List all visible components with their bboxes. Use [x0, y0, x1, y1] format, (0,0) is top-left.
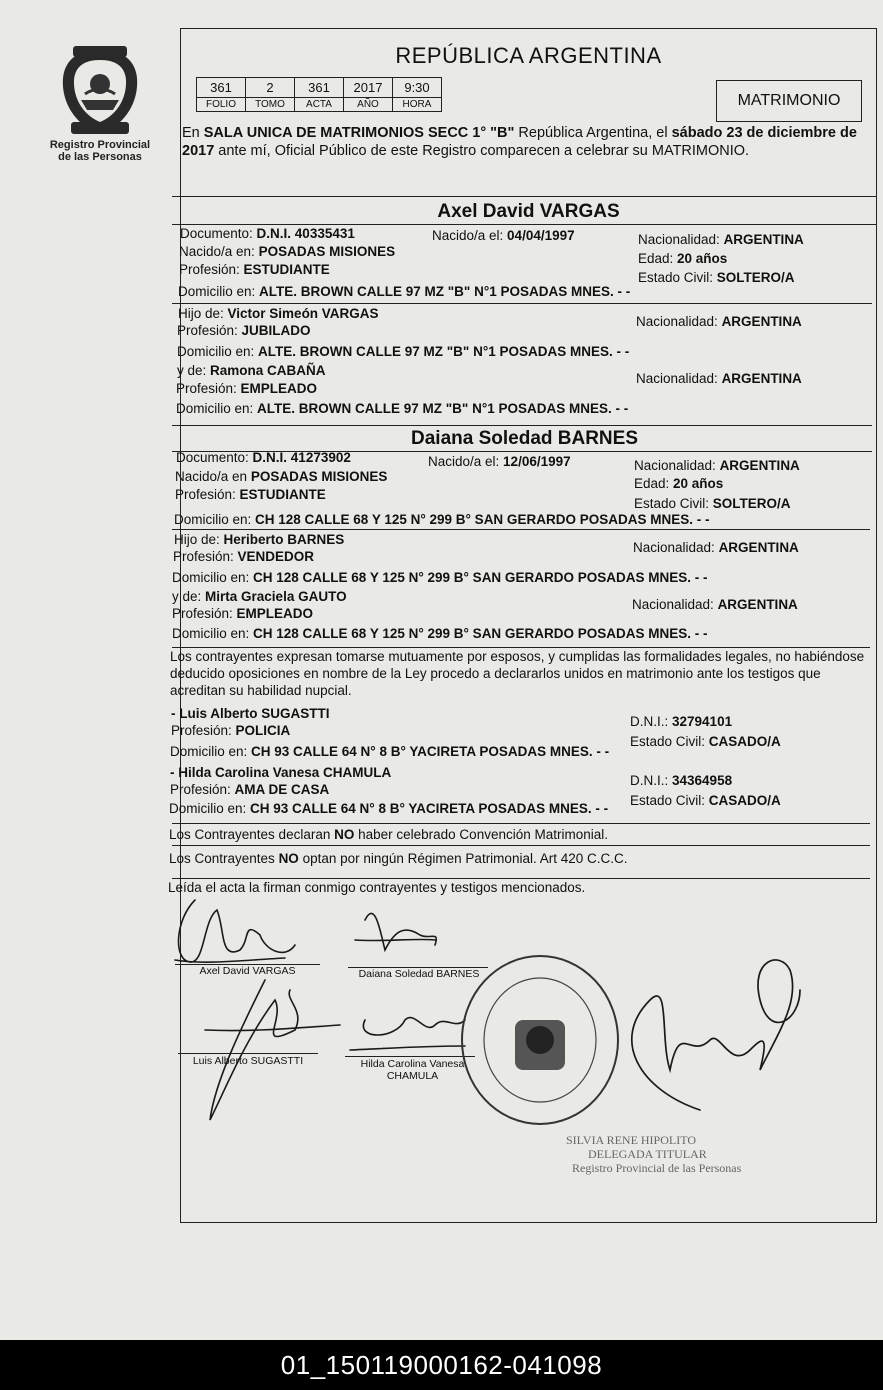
- field-label: optan por ningún Régimen Patrimonial. Art 420 C.C.C.: [298, 851, 628, 866]
- field-label: Domicilio en:: [170, 744, 252, 759]
- field-label: Domicilio en:: [176, 401, 258, 416]
- groom-father-profession: [177, 323, 311, 338]
- field-label: Nacido/a en: [175, 469, 251, 484]
- field-value: NO: [334, 827, 355, 842]
- field-label: Estado Civil:: [634, 496, 713, 511]
- groom-signature-name: Axel David VARGAS: [199, 965, 296, 977]
- bride-father-nationality: [633, 540, 799, 555]
- witness-1-profession: [171, 723, 290, 738]
- field-label: Domicilio en:: [172, 570, 254, 585]
- seal-caption-line-1: Registro Provincial: [49, 139, 151, 151]
- groom-father-nationality: [636, 314, 802, 329]
- field-value: POSADAS MISIONES: [258, 244, 396, 259]
- field-label: y de:: [177, 363, 211, 378]
- groom-father-address: [177, 344, 629, 359]
- witness2-signature-stroke: [363, 1018, 465, 1035]
- field-value: 34364958: [672, 773, 733, 788]
- field-value: NO: [278, 851, 299, 866]
- field-value: D.N.I. 40335431: [256, 226, 355, 241]
- bride-name-heading: Daiana Soledad BARNES: [411, 428, 638, 449]
- field-label: Profesión:: [179, 262, 244, 277]
- groom-profession: [179, 262, 330, 277]
- groom-mother-nationality: [636, 371, 802, 386]
- field-label: Nacionalidad:: [632, 597, 718, 612]
- bride-birth-place: [175, 469, 387, 484]
- field-value: VENDEDOR: [237, 549, 315, 564]
- witness-1-civil-status: [630, 734, 781, 749]
- hora-label: HORA: [393, 98, 442, 112]
- field-label: D.N.I.:: [630, 773, 673, 788]
- bride-nationality: [634, 458, 800, 473]
- field-value: 20 años: [673, 476, 724, 491]
- divider: [172, 224, 876, 225]
- bride-documento: [176, 450, 351, 465]
- field-label: Profesión:: [175, 487, 240, 502]
- closing-statement: Leída el acta la firman conmigo contrayentes y testigos mencionados.: [168, 880, 586, 895]
- witness-1-name: [171, 706, 330, 721]
- field-label: Domicilio en:: [169, 801, 251, 816]
- bride-age: [634, 476, 723, 491]
- groom-civil-status: [638, 270, 795, 285]
- field-label: Domicilio en:: [178, 284, 260, 299]
- bride-signature-underline: [355, 939, 435, 940]
- bride-mother-name: [172, 589, 347, 604]
- bride-civil-status: [634, 496, 791, 511]
- field-value: Ramona CABAÑA: [210, 363, 326, 378]
- registrar-office: Registro Provincial de las Personas: [572, 1161, 742, 1175]
- field-value: CH 93 CALLE 64 N° 8 B° YACIRETA POSADAS MNES. - -: [250, 801, 609, 816]
- field-value: sábado 23 de diciembre de 2017: [182, 125, 857, 159]
- field-label: Edad:: [638, 251, 678, 266]
- field-label: Nacido/a el:: [428, 454, 504, 469]
- tomo-value: 2: [246, 78, 295, 98]
- field-label: Los Contrayentes declaran: [169, 827, 335, 842]
- document-id-footer: 01_150119000162-041098: [0, 1340, 883, 1390]
- bride-signature-name: Daiana Soledad BARNES: [358, 968, 480, 980]
- field-value: ARGENTINA: [723, 232, 804, 247]
- field-value: EMPLEADO: [236, 606, 314, 621]
- groom-father-name: [178, 306, 379, 321]
- field-value: POLICIA: [235, 723, 291, 738]
- bride-address: [174, 512, 709, 527]
- field-value: AMA DE CASA: [234, 782, 330, 797]
- bride-mother-profession: [172, 606, 313, 621]
- field-label: Nacionalidad:: [633, 540, 719, 555]
- ano-label: AÑO: [344, 98, 393, 112]
- field-label: Domicilio en:: [172, 626, 254, 641]
- field-value: ALTE. BROWN CALLE 97 MZ "B" N°1 POSADAS MNES. - -: [257, 401, 629, 416]
- field-label: y de:: [172, 589, 206, 604]
- field-label: Domicilio en:: [177, 344, 259, 359]
- field-label: Hijo de:: [174, 532, 224, 547]
- groom-signature-underline: [175, 958, 285, 962]
- groom-documento: [180, 226, 355, 241]
- act-type-box: MATRIMONIO: [716, 80, 862, 122]
- witness1-signature-underline: [205, 1025, 340, 1031]
- acta-label: ACTA: [295, 98, 344, 112]
- regime-statement: [169, 851, 628, 866]
- folio-label: FOLIO: [197, 98, 246, 112]
- field-value: - Hilda Carolina Vanesa CHAMULA: [170, 765, 392, 780]
- field-label: Estado Civil:: [630, 793, 709, 808]
- witness-2-signature-name: Hilda Carolina Vanesa CHAMULA: [360, 1058, 465, 1082]
- divider: [172, 425, 872, 426]
- field-label: ante mí, Oficial Público de este Registro comparecen a celebrar su MATRIMONIO.: [214, 143, 750, 159]
- field-value: 32794101: [672, 714, 733, 729]
- field-value: - Luis Alberto SUGASTTI: [171, 706, 330, 721]
- misiones-coat-of-arms-icon: [55, 44, 145, 136]
- field-value: Mirta Graciela GAUTO: [205, 589, 347, 604]
- field-label: Estado Civil:: [638, 270, 717, 285]
- witness2-signature-underline: [350, 1046, 465, 1050]
- witness-1-signature-name: Luis Alberto SUGASTTI: [192, 1055, 304, 1067]
- field-label: Documento:: [180, 226, 257, 241]
- witness1-signature-stroke: [210, 980, 298, 1120]
- field-value: CH 128 CALLE 68 Y 125 N° 299 B° SAN GERARDO POSADAS MNES. - -: [253, 626, 708, 641]
- field-label: Profesión:: [177, 323, 242, 338]
- field-label: Edad:: [634, 476, 674, 491]
- field-value: EMPLEADO: [240, 381, 318, 396]
- groom-age: [638, 251, 727, 266]
- groom-mother-address: [176, 401, 628, 416]
- bride-father-name: [174, 532, 344, 547]
- seal-caption-line-2: de las Personas: [58, 151, 142, 163]
- divider: [172, 303, 872, 304]
- field-value: ARGENTINA: [717, 597, 798, 612]
- field-label: Nacido/a el:: [432, 228, 508, 243]
- field-label: Nacionalidad:: [636, 371, 722, 386]
- convention-statement: [169, 827, 608, 842]
- field-value: Heriberto BARNES: [223, 532, 345, 547]
- acta-value: 361: [295, 78, 344, 98]
- field-label: Profesión:: [173, 549, 238, 564]
- registrar-name: SILVIA RENE HIPOLITO: [566, 1133, 697, 1147]
- field-value: SOLTERO/A: [712, 496, 791, 511]
- field-value: 04/04/1997: [507, 228, 575, 243]
- bride-father-address: [172, 570, 707, 585]
- groom-mother-name: [177, 363, 326, 378]
- field-value: ARGENTINA: [719, 458, 800, 473]
- intro-paragraph: [182, 124, 876, 160]
- field-label: Nacido/a en:: [179, 244, 259, 259]
- bride-birth-date: [428, 454, 571, 469]
- field-value: SALA UNICA DE MATRIMONIOS SECC 1° "B": [203, 125, 515, 141]
- field-value: JUBILADO: [241, 323, 311, 338]
- groom-birth-date: [432, 228, 575, 243]
- field-label: Profesión:: [170, 782, 235, 797]
- witness-2-address: [169, 801, 608, 816]
- registry-table: [196, 77, 442, 112]
- field-value: Victor Simeón VARGAS: [227, 306, 379, 321]
- tomo-label: TOMO: [246, 98, 295, 112]
- field-value: POSADAS MISIONES: [250, 469, 388, 484]
- bride-profession: [175, 487, 326, 502]
- field-label: Hijo de:: [178, 306, 228, 321]
- registrar-role: DELEGADA TITULAR: [588, 1147, 707, 1161]
- field-value: CH 128 CALLE 68 Y 125 N° 299 B° SAN GERARDO POSADAS MNES. - -: [255, 512, 710, 527]
- witness-2-dni: [630, 773, 732, 788]
- divider: [172, 878, 870, 879]
- field-value: 12/06/1997: [503, 454, 571, 469]
- ano-value: 2017: [344, 78, 393, 98]
- field-value: ARGENTINA: [721, 314, 802, 329]
- field-label: haber celebrado Convención Matrimonial.: [354, 827, 608, 842]
- declaration-paragraph: Los contrayentes expresan tomarse mutuamente por esposos, y cumplidas las formalidades legales, no habiéndose deducido oposiciones en nombre de la Ley procedo a declararlos unidos en matrimonio ante los testigos que acreditan su habilidad nupcial.: [170, 649, 865, 698]
- field-label: Los Contrayentes: [169, 851, 279, 866]
- field-label: Nacionalidad:: [636, 314, 722, 329]
- registrar-stamp-text: [566, 1133, 741, 1175]
- field-value: SOLTERO/A: [716, 270, 795, 285]
- bride-signature-stroke: [365, 913, 436, 950]
- witness-1-signature-line: [178, 1053, 318, 1054]
- page-title: REPÚBLICA ARGENTINA: [395, 43, 662, 68]
- divider: [172, 823, 870, 824]
- field-value: CH 93 CALLE 64 N° 8 B° YACIRETA POSADAS MNES. - -: [251, 744, 610, 759]
- field-label: D.N.I.:: [630, 714, 673, 729]
- witness-2-name: [170, 765, 391, 780]
- field-value: CASADO/A: [708, 734, 781, 749]
- witness-2-civil-status: [630, 793, 781, 808]
- groom-birth-place: [179, 244, 395, 259]
- folio-value: 361: [197, 78, 246, 98]
- field-label: Nacionalidad:: [638, 232, 724, 247]
- divider: [172, 196, 876, 197]
- groom-mother-profession: [176, 381, 317, 396]
- groom-address: [178, 284, 630, 299]
- field-value: D.N.I. 41273902: [252, 450, 351, 465]
- bride-mother-address: [172, 626, 707, 641]
- registrar-signature: [600, 940, 820, 1140]
- witness-1-dni: [630, 714, 732, 729]
- field-label: En: [182, 125, 204, 141]
- field-label: Profesión:: [176, 381, 241, 396]
- bride-father-profession: [173, 549, 314, 564]
- groom-name-heading: Axel David VARGAS: [437, 201, 620, 222]
- field-value: ARGENTINA: [721, 371, 802, 386]
- field-label: Documento:: [176, 450, 253, 465]
- provincial-seal: [48, 44, 152, 163]
- field-value: ESTUDIANTE: [239, 487, 326, 502]
- field-label: Profesión:: [171, 723, 236, 738]
- field-label: República Argentina, el: [514, 125, 672, 141]
- groom-signature-stroke: [179, 900, 295, 962]
- witness-1-address: [170, 744, 609, 759]
- field-value: ESTUDIANTE: [243, 262, 330, 277]
- field-label: Profesión:: [172, 606, 237, 621]
- hora-value: 9:30: [393, 78, 442, 98]
- bride-mother-nationality: [632, 597, 798, 612]
- field-label: Estado Civil:: [630, 734, 709, 749]
- field-value: 20 años: [677, 251, 728, 266]
- groom-nationality: [638, 232, 804, 247]
- field-value: ARGENTINA: [718, 540, 799, 555]
- field-value: CH 128 CALLE 68 Y 125 N° 299 B° SAN GERARDO POSADAS MNES. - -: [253, 570, 708, 585]
- field-value: ALTE. BROWN CALLE 97 MZ "B" N°1 POSADAS MNES. - -: [258, 344, 630, 359]
- field-label: Domicilio en:: [174, 512, 256, 527]
- divider: [172, 845, 870, 846]
- field-value: ALTE. BROWN CALLE 97 MZ "B" N°1 POSADAS MNES. - -: [259, 284, 631, 299]
- witness-2-profession: [170, 782, 329, 797]
- divider: [172, 529, 870, 530]
- field-value: CASADO/A: [708, 793, 781, 808]
- field-label: Nacionalidad:: [634, 458, 720, 473]
